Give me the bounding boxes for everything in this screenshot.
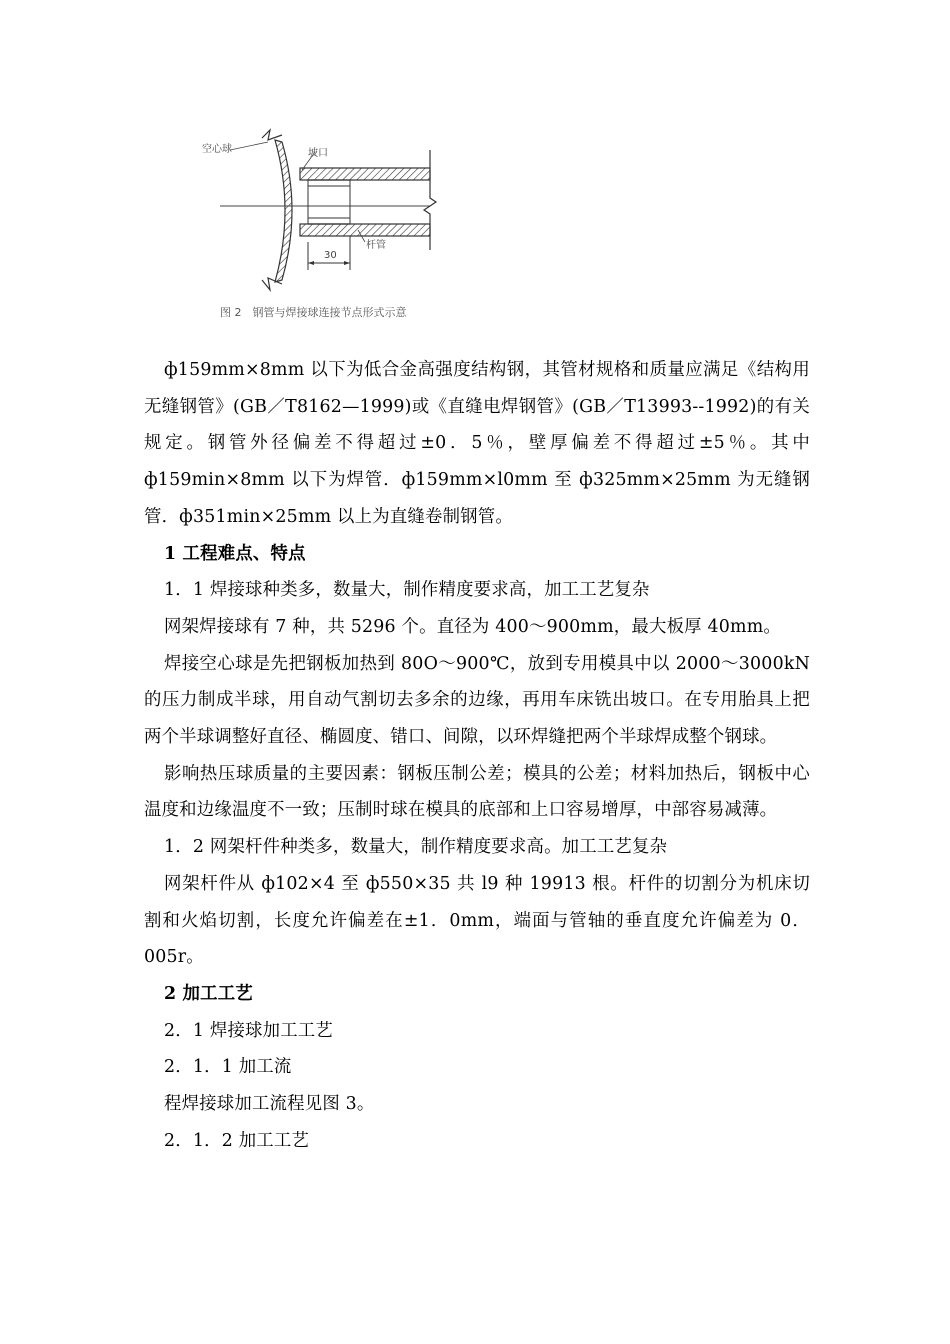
paragraph: 2．1．2 加工工艺 — [164, 1130, 310, 1151]
paragraph: 2．1 焊接球加工工艺 — [164, 1020, 333, 1041]
paragraph: 2．1．1 加工流 — [164, 1057, 292, 1078]
body-text — [144, 352, 810, 1159]
section-heading: 2 加工工艺 — [164, 983, 253, 1004]
label-bevel: 坡口 — [308, 148, 328, 159]
paragraph: 1．1 焊接球种类多，数量大，制作精度要求高，加工工艺复杂 — [164, 580, 650, 601]
paragraph: 程焊接球加工流程见图 3。 — [164, 1094, 375, 1115]
paragraph: 焊接空心球是先把钢板加热到 80O～900℃，放到专用模具中以 2000～3000kN 的压力制成半球，用自动气割切去多余的边缘，再用车床铣出坡口。在专用胎具上把两个半球调整好直径、椭圆度、错口、间隙，以环焊缝把两个半球焊成整个钢球。 — [144, 653, 810, 748]
section-heading: 1 工程难点、特点 — [164, 543, 306, 564]
ball-shell — [275, 140, 292, 282]
paragraph: 网架杆件从 ф102×4 至 ф550×35 共 l9 种 19913 根。杆件的切割分为机床切割和火焰切割，长度允许偏差在±1．0mm，端面与管轴的垂直度允许偏差为 0．005r。 — [144, 873, 810, 968]
paragraph: ф159mm×8mm 以下为低合金高强度结构钢，其管材规格和质量应满足《结构用无缝钢管》(GB／T8162—1999)或《直缝电焊钢管》(GB／T13993--1992)的有关规定。钢管外径偏差不得超过±0．5％，壁厚偏差不得超过±5％。其中ф159min×8mm 以下为焊管．ф159mm×l0mm 至 ф325mm×25mm 为无缝钢管．ф351min×25mm 以上为直缝卷制钢管。 — [144, 360, 810, 527]
figure-caption: 图 2 钢管与焊接球连接节点形式示意 — [220, 306, 407, 319]
paragraph: 网架焊接球有 7 种，共 5296 个。直径为 400～900mm，最大板厚 40mm。 — [164, 616, 781, 637]
label-rod-pipe: 杆管 — [366, 240, 386, 251]
paragraph: 1．2 网架杆件种类多，数量大，制作精度要求高。加工工艺复杂 — [164, 837, 668, 858]
tube-lower-wall — [300, 224, 430, 236]
tube-upper-wall — [300, 168, 430, 180]
label-dimension: 30 — [324, 250, 337, 261]
joint-diagram — [190, 120, 460, 325]
label-hollow-ball: 空心球 — [202, 144, 232, 155]
paragraph: 影响热压球质量的主要因素：钢板压制公差；模具的公差；材料加热后，钢板中心温度和边缘温度不一致；压制时球在模具的底部和上口容易增厚，中部容易减薄。 — [144, 763, 810, 821]
